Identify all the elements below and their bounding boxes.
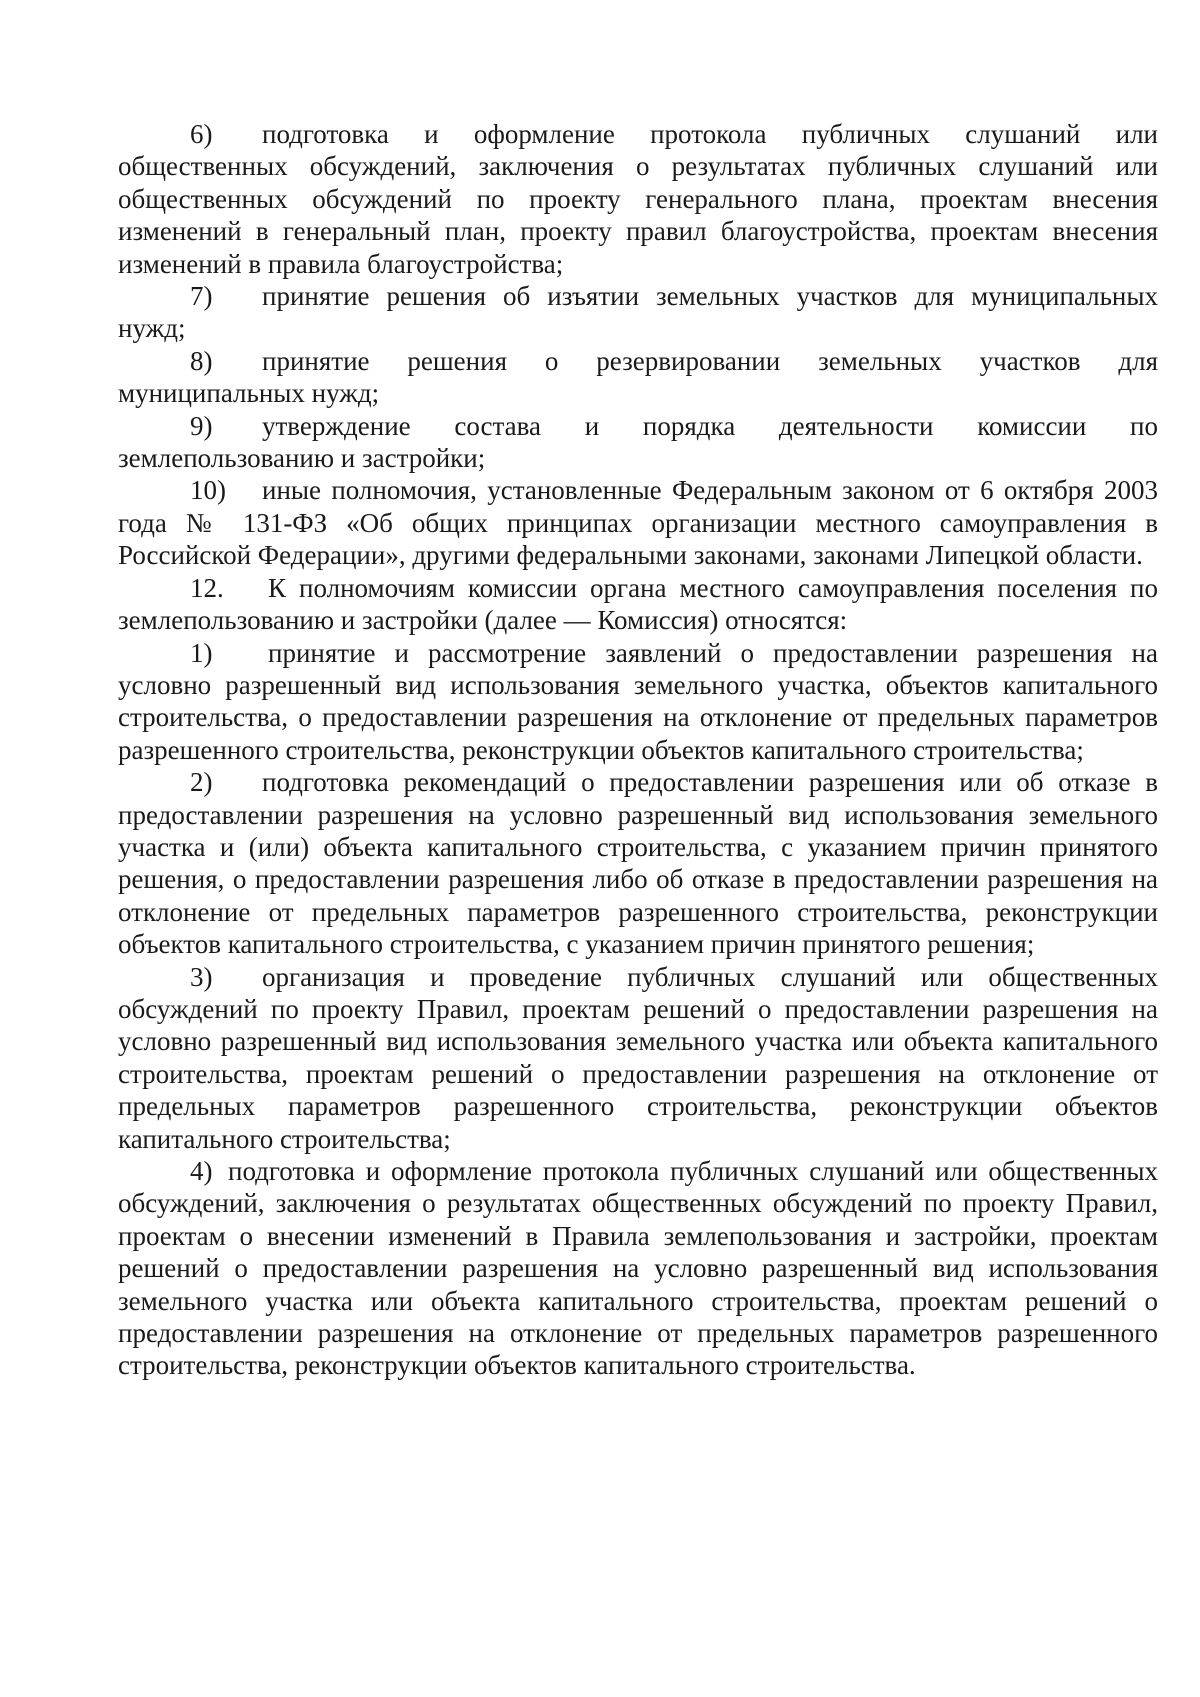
item-number: 2): [190, 767, 213, 798]
list-item-8: [118, 345, 1158, 410]
item-number: 10): [190, 475, 226, 506]
item-text: утверждение состава и порядка деятельности комиссии по землепользованию и застройки;: [118, 410, 1158, 474]
list-item-10: [118, 474, 1158, 571]
list-item-3: [118, 961, 1158, 1155]
list-item-1: [118, 637, 1158, 767]
item-number: 4): [190, 1156, 213, 1186]
item-text: подготовка и оформление протокола публичных слушаний или общественных обсуждений, заключения о результатах публичных слушаний или общественных обсуждений по проекту генерального плана, проектам внесения изменений в генеральный план, проекту правил благоустройства, проектам внесения изменений в правила благоустройства;: [118, 119, 1158, 279]
list-item-4: [118, 1155, 1158, 1382]
item-number: 8): [190, 345, 213, 376]
document-page: [118, 118, 1158, 1382]
item-text: иные полномочия, установленные Федеральным законом от 6 октября 2003 года № 131-ФЗ «Об общих принципах организации местного самоуправления в Российской Федерации», другими федеральными законами, законами Липецкой области.: [118, 475, 1158, 571]
item-text: принятие решения о резервировании земельных участков для муниципальных нужд;: [118, 345, 1158, 409]
item-text: принятие решения об изъятии земельных участков для муниципальных нужд;: [118, 281, 1158, 344]
section-text: К полномочиям комиссии органа местного самоуправления поселения по землепользованию и застройки (далее — Комиссия) относятся:: [118, 572, 1158, 636]
item-number: 9): [190, 410, 213, 441]
item-text: организация и проведение публичных слушаний или общественных обсуждений по проекту Правил, проектам решений о предоставлении разрешения на условно разрешенный вид использования земельного участка или объекта капитального строительства, проектам решений о предоставлении разрешения на отклонение от предельных параметров разрешенного строительства, реконструкции объектов капитального строительства;: [118, 961, 1158, 1154]
list-item-9: [118, 410, 1158, 475]
section-number: 12.: [190, 572, 224, 603]
list-item-6: [118, 118, 1158, 280]
list-item-2: [118, 766, 1158, 960]
item-number: 6): [190, 119, 213, 149]
item-number: 1): [190, 637, 213, 668]
item-text: подготовка и оформление протокола публичных слушаний или общественных обсуждений, заключения о результатах общественных обсуждений по проекту Правил, проектам о внесении изменений в Правила землепользования и застройки, проектам решений о предоставлении разрешения на условно разрешенный вид использования земельного участка или объекта капитального строительства, проектам решений о предоставлении разрешения на отклонение от предельных параметров разрешенного строительства, реконструкции объектов капитального строительства.: [118, 1156, 1158, 1381]
list-item-7: [118, 280, 1158, 345]
item-text: подготовка рекомендаций о предоставлении разрешения или об отказе в предоставлении разрешения на условно разрешенный вид использования земельного участка и (или) объекта капитального строительства, с указанием причин принятого решения, о предоставлении разрешения либо об отказе в предоставлении разрешения на отклонение от предельных параметров разрешенного строительства, реконструкции объектов капитального строительства, с указанием причин принятого решения;: [118, 767, 1158, 960]
item-number: 3): [190, 961, 213, 992]
section-12: [118, 572, 1158, 637]
item-text: принятие и рассмотрение заявлений о предоставлении разрешения на условно разрешенный вид использования земельного участка, объектов капитального строительства, о предоставлении разрешения на отклонение от предельных параметров разрешенного строительства, реконструкции объектов капитального строительства;: [118, 637, 1158, 765]
item-number: 7): [190, 281, 213, 312]
